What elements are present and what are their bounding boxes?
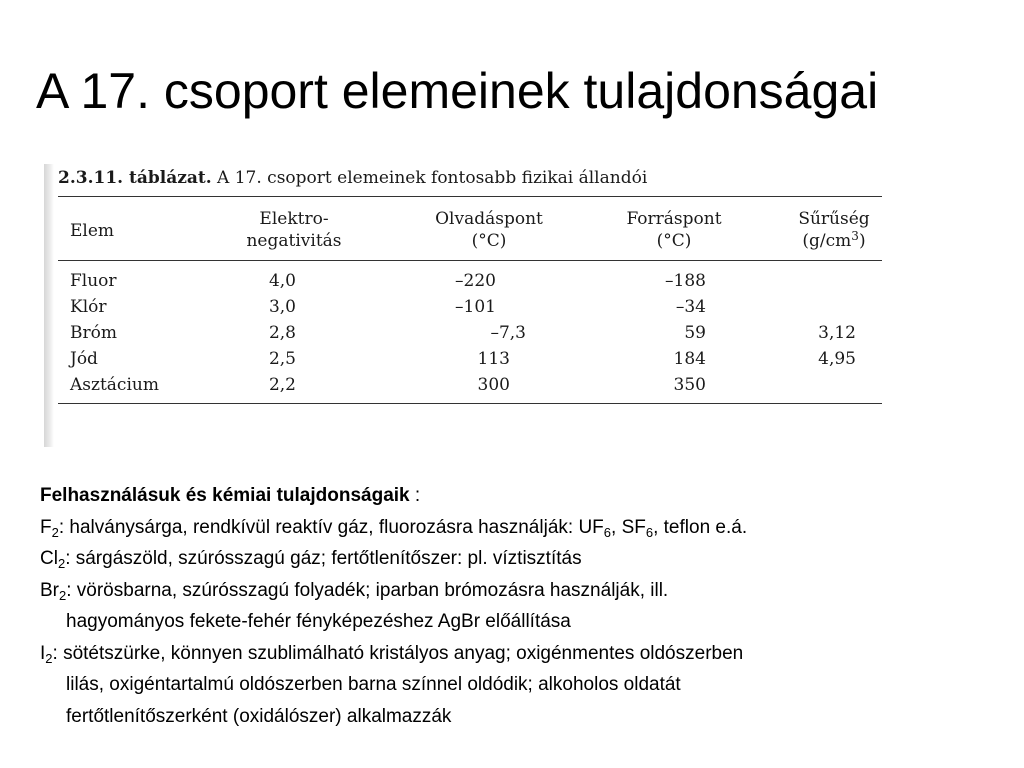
cell-boiling-point: –34 <box>675 297 706 317</box>
header-boiling-point <box>604 208 744 252</box>
cell-boiling-point: 184 <box>673 349 706 369</box>
cell-boiling-point: 59 <box>684 323 706 343</box>
table-top-rule <box>58 196 882 197</box>
cell-electronegativity: 2,2 <box>268 375 296 395</box>
usage-heading-colon: : <box>409 485 421 506</box>
header-melting-point <box>414 208 564 252</box>
cell-elem: Fluor <box>70 271 117 291</box>
scanned-table-image <box>44 160 894 447</box>
header-electronegativity-line2: negativitás <box>246 231 342 251</box>
header-density-line2: $(g/cm^3)$ <box>802 229 866 251</box>
cell-boiling-point: –188 <box>665 271 706 291</box>
header-melting-point-line1: Olvadáspont <box>435 209 543 229</box>
header-density <box>779 208 889 252</box>
cell-electronegativity: 4,0 <box>268 271 296 291</box>
table-caption-text: A 17. csoport elemeinek fontosabb fizikai állandói <box>211 168 648 188</box>
scan-page-edge <box>44 164 54 447</box>
header-density-line1: Sűrűség <box>798 209 870 229</box>
fluorine-line: $F_2$: halványsárga, rendkívül reaktív gáz, fluorozásra használják: $UF_6$, $SF_6$, teflon e.á. <box>40 516 748 540</box>
iodine-line: $I_2$: sötétszürke, könnyen szublimálható kristályos anyag; oxigénmentes oldószerben <box>40 642 744 666</box>
header-electronegativity-line1: Elektro- <box>259 209 329 229</box>
cell-elem: Bróm <box>70 323 117 343</box>
header-elem: Elem <box>70 221 115 241</box>
chlorine-line: $Cl_2$: sárgászöld, szúrósszagú gáz; fertőtlenítőszer: pl. víztisztítás <box>40 548 582 571</box>
header-melting-point-line2: (°C) <box>471 231 507 251</box>
iodine-line-continued-1: lilás, oxigéntartalmú oldószerben barna színnel oldódik; alkoholos oldatát <box>66 674 681 695</box>
cell-melting-point: –7,3 <box>490 323 526 343</box>
cell-electronegativity: 2,8 <box>268 323 296 343</box>
cell-elem: Klór <box>70 297 107 317</box>
cell-electronegativity: 3,0 <box>268 297 296 317</box>
usage-heading: Felhasználásuk és kémiai tulajdonságaik <box>40 485 410 506</box>
cell-density: 4,95 <box>818 349 856 369</box>
cell-melting-point: 300 <box>477 375 510 395</box>
table-caption <box>58 168 647 188</box>
header-boiling-point-line2: (°C) <box>656 231 692 251</box>
slide-title: A 17. csoport elemeinek tulajdonságai <box>36 63 879 119</box>
header-boiling-point-line1: Forráspont <box>626 209 722 229</box>
cell-density: 3,12 <box>818 323 856 343</box>
usage-heading-line <box>40 480 1010 512</box>
iodine-line-continued-2: fertőtlenítőszerként (oxidálószer) alkalmazzák <box>66 705 452 727</box>
bromine-line: $Br_2$: vörösbarna, szúrósszagú folyadék; iparban brómozásra használják, ill. <box>40 579 669 603</box>
cell-melting-point: 113 <box>477 349 510 369</box>
cell-elem: Jód <box>70 349 98 369</box>
cell-melting-point: –101 <box>455 297 496 317</box>
cell-melting-point: –220 <box>455 271 496 291</box>
table-caption-number: 2.3.11. táblázat. <box>58 168 212 188</box>
header-electronegativity <box>219 208 369 252</box>
bromine-line-continued: hagyományos fekete-fehér fényképezéshez AgBr előállítása <box>66 611 571 632</box>
usage-section <box>40 480 1010 732</box>
table-bottom-rule <box>58 403 882 404</box>
cell-electronegativity: 2,5 <box>268 349 296 369</box>
table-header-rule <box>58 260 882 261</box>
cell-elem: Asztácium <box>70 375 159 395</box>
cell-boiling-point: 350 <box>673 375 706 395</box>
